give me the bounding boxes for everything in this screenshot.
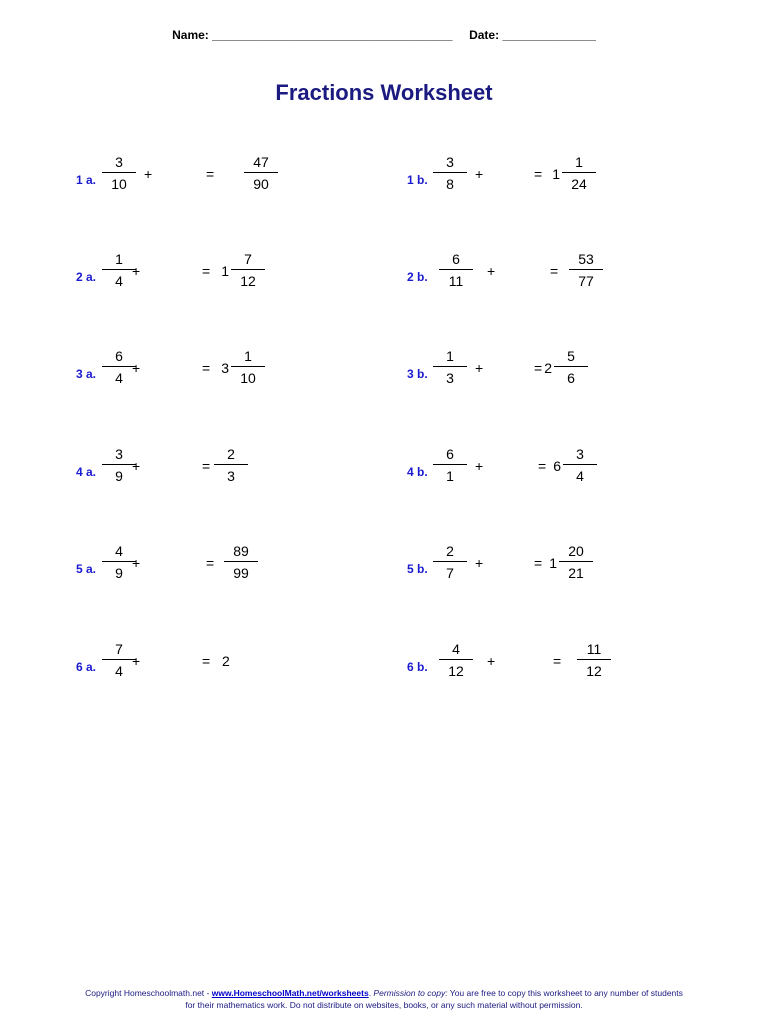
answer-denominator: 12 (586, 663, 602, 679)
answer-fraction (569, 249, 603, 290)
plus-sign: + (475, 360, 484, 376)
page-title: Fractions Worksheet (275, 80, 493, 105)
question-numerator: 6 (433, 444, 467, 465)
answer-numerator: 7 (231, 249, 265, 270)
answer-numerator: 20 (559, 541, 593, 562)
problem-label: 6 b. (407, 660, 428, 674)
question-numerator: 6 (102, 346, 136, 367)
name-date-header (0, 28, 768, 42)
problem-2a (76, 249, 416, 309)
question-fraction (439, 249, 473, 290)
footer-permission-label: Permission to copy: (373, 988, 448, 998)
answer-numerator: 1 (562, 152, 596, 173)
answer-whole: 1 (221, 263, 229, 279)
problem-3a (76, 346, 416, 406)
equals-sign: = (534, 166, 543, 182)
question-denominator: 10 (111, 176, 127, 192)
equals-sign: = (206, 555, 215, 571)
question-numerator: 3 (433, 152, 467, 173)
answer-fraction (577, 639, 611, 680)
question-fraction (102, 249, 136, 290)
answer-fraction (554, 346, 588, 387)
question-fraction (102, 639, 136, 680)
question-denominator: 4 (115, 370, 123, 386)
problem-label: 4 a. (76, 465, 97, 479)
question-fraction (102, 346, 136, 387)
problem-4b (407, 444, 747, 504)
answer-denominator: 99 (233, 565, 249, 581)
answer-fraction (231, 346, 265, 387)
footer-copyright: Copyright Homeschoolmath.net - (85, 988, 212, 998)
answer-whole: 2 (222, 653, 230, 669)
question-numerator: 4 (439, 639, 473, 660)
question-numerator: 2 (433, 541, 467, 562)
problem-label: 2 b. (407, 270, 428, 284)
question-fraction (102, 444, 136, 485)
question-denominator: 8 (446, 176, 454, 192)
question-denominator: 4 (115, 663, 123, 679)
problem-label: 3 a. (76, 367, 97, 381)
plus-sign: + (487, 653, 496, 669)
answer-numerator: 11 (577, 639, 611, 660)
answer-whole: 6 (553, 458, 561, 474)
question-fraction (433, 152, 467, 193)
question-denominator: 9 (115, 565, 123, 581)
answer-denominator: 24 (571, 176, 587, 192)
question-denominator: 12 (448, 663, 464, 679)
plus-sign: + (132, 653, 141, 669)
plus-sign: + (475, 166, 484, 182)
equals-sign: = (550, 263, 559, 279)
answer-denominator: 3 (227, 468, 235, 484)
answer-denominator: 21 (568, 565, 584, 581)
plus-sign: + (132, 458, 141, 474)
problem-2b (407, 249, 747, 309)
problem-5b (407, 541, 747, 601)
answer-denominator: 6 (567, 370, 575, 386)
question-denominator: 7 (446, 565, 454, 581)
problem-label: 1 a. (76, 173, 97, 187)
footer-sep: . (368, 988, 374, 998)
copyright-footer (84, 987, 684, 1011)
answer-numerator: 53 (569, 249, 603, 270)
plus-sign: + (132, 555, 141, 571)
question-fraction (102, 541, 136, 582)
answer-denominator: 4 (576, 468, 584, 484)
answer-fraction (562, 152, 596, 193)
question-numerator: 3 (102, 444, 136, 465)
plus-sign: + (132, 360, 141, 376)
equals-sign: = (202, 360, 211, 376)
plus-sign: + (475, 458, 484, 474)
answer-numerator: 47 (244, 152, 278, 173)
question-denominator: 4 (115, 273, 123, 289)
question-denominator: 1 (446, 468, 454, 484)
answer-whole: 1 (549, 555, 557, 571)
question-fraction (102, 152, 136, 193)
plus-sign: + (132, 263, 141, 279)
problem-label: 6 a. (76, 660, 97, 674)
answer-fraction (224, 541, 258, 582)
answer-denominator: 77 (578, 273, 594, 289)
plus-sign: + (487, 263, 496, 279)
answer-fraction (563, 444, 597, 485)
question-denominator: 9 (115, 468, 123, 484)
answer-fraction (231, 249, 265, 290)
answer-numerator: 89 (224, 541, 258, 562)
footer-text: You are free to copy this worksheet to any number of students for their mathematics work. Do not distribute on websites, books, or any such material without permission. (185, 988, 683, 1010)
problem-label: 5 b. (407, 562, 428, 576)
problem-4a (76, 444, 416, 504)
question-fraction (439, 639, 473, 680)
answer-numerator: 2 (214, 444, 248, 465)
date-label: Date: (469, 28, 500, 42)
problem-1b (407, 152, 747, 212)
answer-whole: 3 (221, 360, 229, 376)
answer-denominator: 12 (240, 273, 256, 289)
plus-sign: + (144, 166, 153, 182)
answer-numerator: 1 (231, 346, 265, 367)
problem-6b (407, 639, 747, 699)
plus-sign: + (475, 555, 484, 571)
problem-label: 1 b. (407, 173, 428, 187)
equals-sign: = (534, 360, 543, 376)
question-numerator: 7 (102, 639, 136, 660)
problem-label: 5 a. (76, 562, 97, 576)
question-numerator: 1 (433, 346, 467, 367)
answer-numerator: 5 (554, 346, 588, 367)
problem-1a (76, 152, 416, 212)
date-blank: ______________ (502, 28, 596, 42)
answer-fraction (214, 444, 248, 485)
question-fraction (433, 444, 467, 485)
question-denominator: 11 (448, 273, 464, 289)
name-label: Name: (172, 28, 209, 42)
problem-5a (76, 541, 416, 601)
problem-label: 2 a. (76, 270, 97, 284)
equals-sign: = (553, 653, 562, 669)
footer-link[interactable]: www.HomeschoolMath.net/worksheets (211, 988, 369, 998)
question-numerator: 1 (102, 249, 136, 270)
question-numerator: 4 (102, 541, 136, 562)
problem-6a (76, 639, 416, 699)
equals-sign: = (538, 458, 547, 474)
answer-whole: 1 (552, 166, 560, 182)
answer-denominator: 10 (240, 370, 256, 386)
problem-label: 3 b. (407, 367, 428, 381)
question-fraction (433, 346, 467, 387)
answer-fraction (244, 152, 278, 193)
problem-label: 4 b. (407, 465, 428, 479)
question-fraction (433, 541, 467, 582)
equals-sign: = (206, 166, 215, 182)
answer-numerator: 3 (563, 444, 597, 465)
question-numerator: 6 (439, 249, 473, 270)
equals-sign: = (202, 263, 211, 279)
name-blank: ____________________________________ (212, 28, 453, 42)
answer-denominator: 90 (253, 176, 269, 192)
problem-3b (407, 346, 747, 406)
equals-sign: = (534, 555, 543, 571)
answer-whole: 2 (544, 360, 552, 376)
equals-sign: = (202, 653, 211, 669)
question-denominator: 3 (446, 370, 454, 386)
question-numerator: 3 (102, 152, 136, 173)
equals-sign: = (202, 458, 211, 474)
answer-fraction (559, 541, 593, 582)
